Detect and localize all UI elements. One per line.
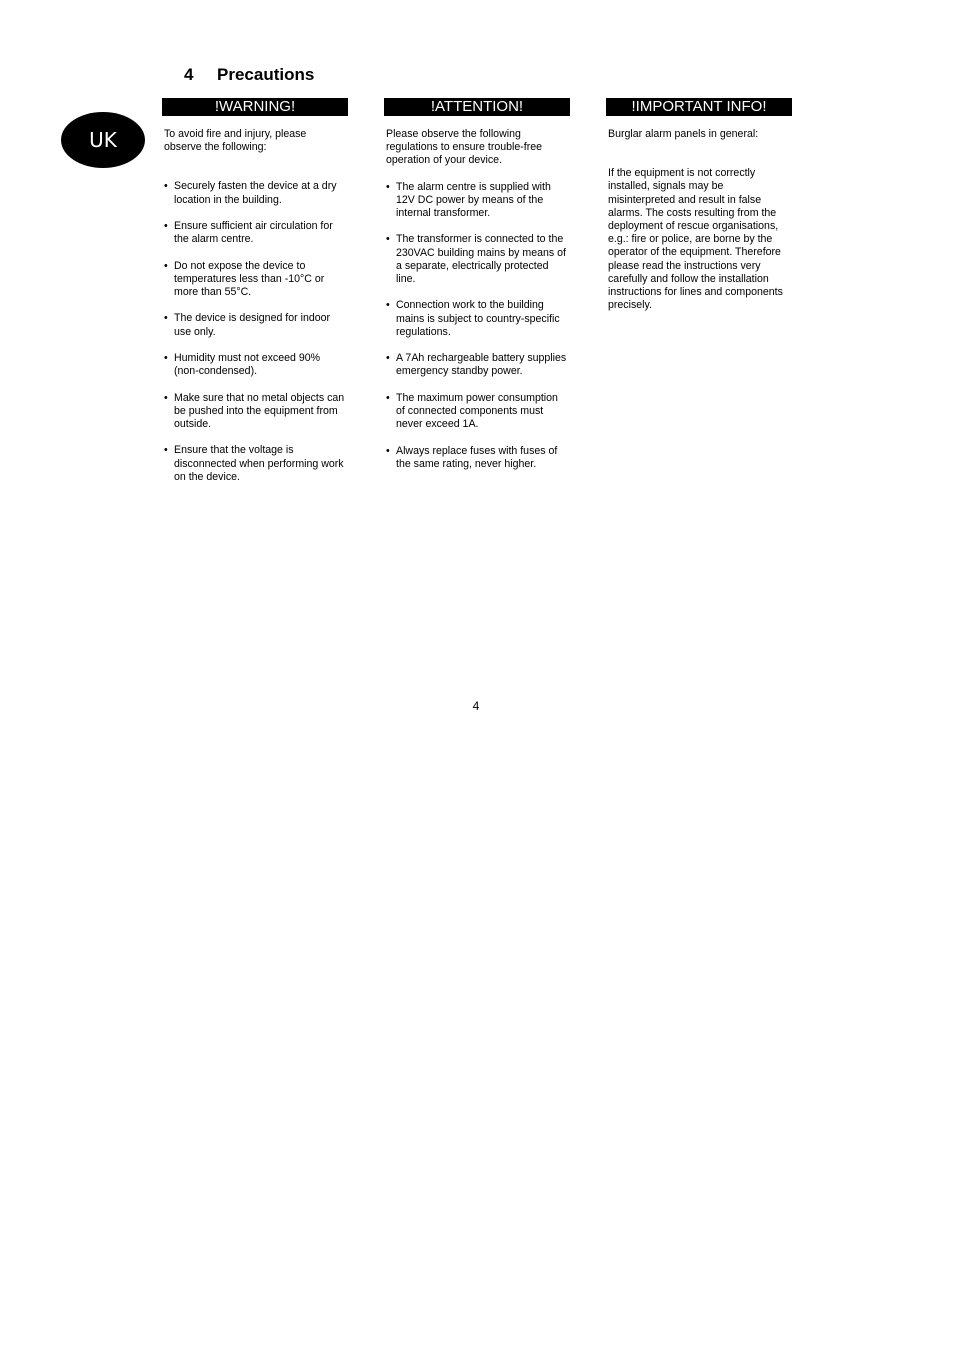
language-badge: UK: [61, 112, 145, 168]
attention-body: [384, 116, 570, 471]
attention-intro: Please observe the following regulations to ensure trouble-free operation of your device.: [386, 128, 543, 167]
attention-list: [386, 181, 568, 471]
warning-item: • Ensure sufficient air circulation for the alarm centre.: [164, 220, 346, 246]
warning-item: • The device is designed for indoor use only.: [164, 312, 346, 338]
attention-column: [384, 98, 570, 484]
warning-item: • Humidity must not exceed 90% (non-condensed).: [164, 352, 346, 378]
page-number: 4: [472, 699, 480, 713]
warning-header: !WARNING!: [162, 98, 348, 116]
attention-item: • The transformer is connected to the 230VAC building mains by means of a separate, electrically protected line.: [386, 233, 568, 286]
warning-item: • Do not expose the device to temperatures less than -10°C or more than 55°C.: [164, 260, 346, 300]
warning-item: • Securely fasten the device at a dry location in the building.: [164, 180, 346, 206]
important-info-column: [606, 98, 792, 312]
warning-column: [162, 98, 348, 497]
important-info-header: !IMPORTANT INFO!: [606, 98, 792, 116]
warning-list: [164, 180, 346, 484]
warning-intro: To avoid fire and injury, please observe the following:: [164, 128, 307, 154]
warning-body: [162, 116, 348, 484]
important-info-intro: Burglar alarm panels in general:: [608, 128, 759, 140]
attention-item: • The alarm centre is supplied with 12V DC power by means of the internal transformer.: [386, 181, 568, 221]
attention-item: • Connection work to the building mains is subject to country-specific regulations.: [386, 299, 568, 339]
section-heading: [184, 64, 314, 86]
section-title: Precautions: [217, 65, 315, 84]
attention-header: !ATTENTION!: [384, 98, 570, 116]
attention-item: • Always replace fuses with fuses of the same rating, never higher.: [386, 445, 568, 471]
warning-item: • Make sure that no metal objects can be pushed into the equipment from outside.: [164, 392, 346, 432]
attention-item: • A 7Ah rechargeable battery supplies emergency standby power.: [386, 352, 568, 378]
warning-item: • Ensure that the voltage is disconnected when performing work on the device.: [164, 444, 346, 484]
important-info-text: If the equipment is not correctly installed, signals may be misinterpreted and result in false alarms. The costs resulting from the deployment of rescue organisations, e.g.: fire or police, are borne by the operator of the equipment. Therefore please read the instructions very carefully and follow the installation instructions for lines and components precisely.: [608, 167, 783, 312]
attention-item: • The maximum power consumption of connected components must never exceed 1A.: [386, 392, 568, 432]
important-info-body: [606, 116, 792, 312]
section-number: 4: [184, 65, 194, 84]
